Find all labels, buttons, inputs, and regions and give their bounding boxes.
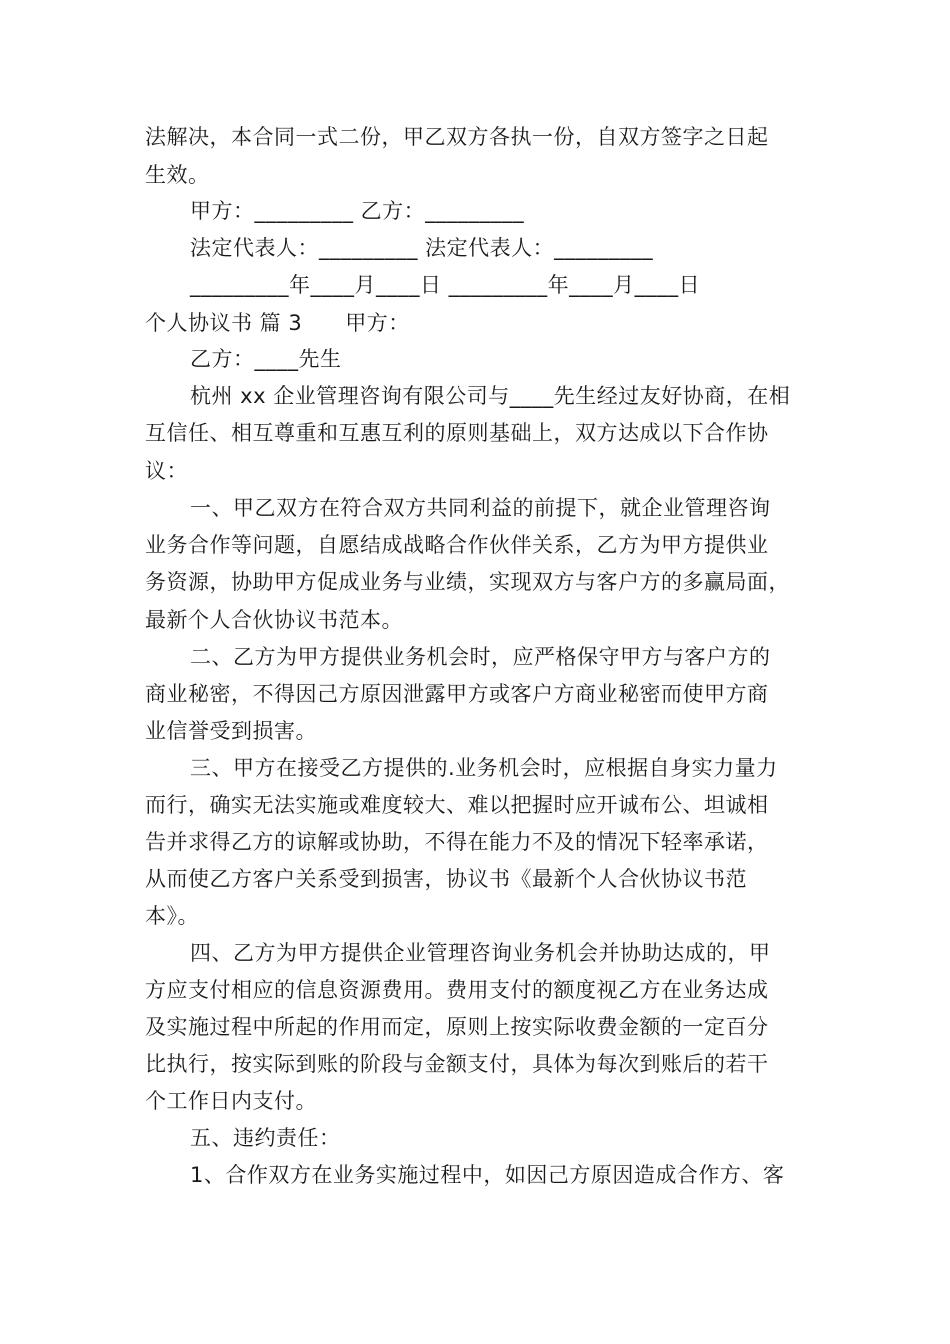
text-line: 业信誉受到损害。 bbox=[145, 719, 317, 743]
text-line: 法定代表人：_________ 法定代表人：_________ bbox=[190, 236, 654, 260]
text-line: 互信任、相互尊重和互惠互利的原则基础上，双方达成以下合作协 bbox=[145, 421, 769, 445]
text-line: 杭州 xx 企业管理咨询有限公司与____先生经过友好协商，在相 bbox=[190, 384, 791, 408]
text-line: 业务合作等问题，自愿结成战略合作伙伴关系，乙方为甲方提供业 bbox=[145, 533, 769, 557]
text-line: 而行，确实无法实施或难度较大、难以把握时应开诚布公、坦诚相 bbox=[145, 793, 769, 817]
text-line: 本》。 bbox=[145, 904, 199, 928]
text-line: 及实施过程中所起的作用而定，原则上按实际收费金额的一定百分 bbox=[145, 1015, 769, 1039]
text-line: 方应支付相应的信息资源费用。费用支付的额度视乙方在业务达成 bbox=[145, 978, 769, 1002]
text-line: 议： bbox=[145, 459, 188, 483]
text-line: 比执行，按实际到账的阶段与金额支付，具体为每次到账后的若干 bbox=[145, 1052, 769, 1076]
text-line: 法解决，本合同一式二份，甲乙双方各执一份，自双方签字之日起 bbox=[145, 125, 769, 149]
text-line: 个工作日内支付。 bbox=[145, 1089, 317, 1113]
text-line: _________年____月____日 _________年____月____日 bbox=[190, 273, 701, 297]
text-line: 乙方：____先生 bbox=[190, 347, 342, 371]
text-line: 商业秘密，不得因己方原因泄露甲方或客户方商业秘密而使甲方商 bbox=[145, 682, 769, 706]
text-line: 四、乙方为甲方提供企业管理咨询业务机会并协助达成的，甲 bbox=[190, 941, 771, 965]
text-line: 务资源，协助甲方促成业务与业绩，实现双方与客户方的多赢局面， bbox=[145, 570, 790, 594]
text-line: 从而使乙方客户关系受到损害，协议书《最新个人合伙协议书范 bbox=[145, 867, 747, 891]
text-line: 告并求得乙方的谅解或协助，不得在能力不及的情况下轻率承诺， bbox=[145, 830, 769, 854]
text-line: 甲方：_________ 乙方：_________ bbox=[190, 199, 525, 223]
text-line: 1、合作双方在业务实施过程中，如因己方原因造成合作方、客 bbox=[190, 1163, 785, 1187]
text-line: 五、违约责任： bbox=[190, 1126, 341, 1150]
text-line: 三、甲方在接受乙方提供的.业务机会时，应根据自身实力量力 bbox=[190, 756, 778, 780]
section-heading: 个人协议书 篇 3 甲方： bbox=[145, 311, 410, 335]
text-line: 二、乙方为甲方提供业务机会时，应严格保守甲方与客户方的 bbox=[190, 645, 771, 669]
text-line: 一、甲乙双方在符合双方共同利益的前提下，就企业管理咨询 bbox=[190, 496, 771, 520]
text-line: 最新个人合伙协议书范本。 bbox=[145, 608, 403, 632]
text-line: 生效。 bbox=[145, 163, 210, 187]
